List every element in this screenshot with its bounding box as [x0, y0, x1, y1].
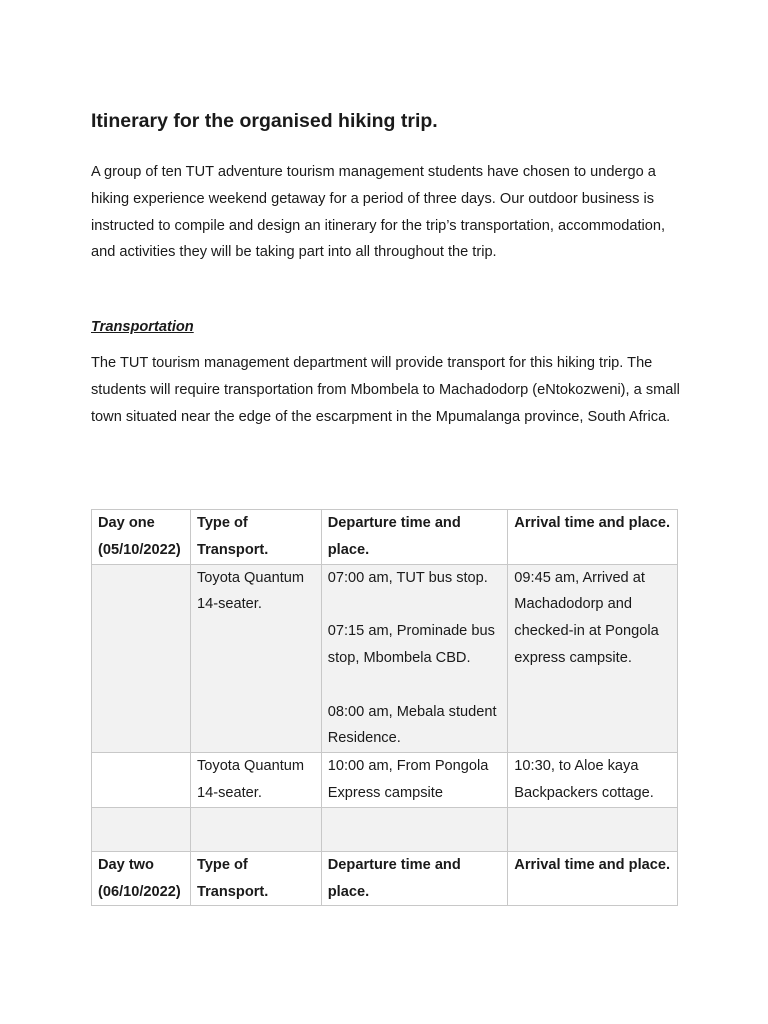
- departure-cell: 10:00 am, From Pongola Express campsite: [321, 753, 508, 808]
- arrival-header: Arrival time and place.: [508, 851, 678, 906]
- departure-spacer: [328, 591, 502, 618]
- empty-day-cell: [92, 753, 191, 808]
- day-two-date: (06/10/2022): [98, 883, 181, 900]
- day-two-label: Day two: [98, 856, 154, 873]
- empty-cell: [321, 807, 508, 851]
- departure-entry: 08:00 am, Mebala student Residence.: [327, 703, 497, 747]
- day-two-header-row: [92, 851, 678, 906]
- empty-day-cell: [92, 564, 191, 753]
- empty-cell: [92, 807, 191, 851]
- departure-spacer: [328, 672, 502, 699]
- day-one-date: (05/10/2022): [98, 541, 181, 558]
- table-row: [92, 564, 678, 753]
- document-title: Itinerary for the organised hiking trip.: [91, 110, 438, 132]
- transport-type-header: Type of Transport.: [190, 510, 321, 565]
- day-two-cell: [92, 851, 191, 906]
- itinerary-table: [91, 509, 678, 906]
- departure-cell: [321, 564, 508, 753]
- empty-table-row: [92, 807, 678, 851]
- arrival-cell: 10:30, to Aloe kaya Backpackers cottage.: [508, 753, 678, 808]
- day-one-label: Day one: [98, 515, 155, 531]
- departure-header: Departure time and place.: [321, 510, 508, 565]
- departure-header: Departure time and place.: [321, 851, 508, 906]
- day-one-header-row: [92, 510, 678, 565]
- transport-type-cell: Toyota Quantum 14-seater.: [190, 753, 321, 808]
- intro-paragraph: A group of ten TUT adventure tourism management students have chosen to undergo a hiking experience weekend getaway for a period of three days. Our outdoor business is instructed to compile and design an itinerary for the trip’s transportation, accommodation, and activities they will be taking part into all throughout the trip.: [91, 164, 666, 261]
- departure-entry: 07:00 am, TUT bus stop.: [327, 569, 488, 586]
- empty-cell: [190, 807, 321, 851]
- transport-type-header: Type of Transport.: [190, 851, 321, 906]
- arrival-cell: 09:45 am, Arrived at Machadodorp and checked-in at Pongola express campsite.: [508, 564, 678, 753]
- day-one-cell: [92, 510, 191, 565]
- transportation-heading: Transportation: [91, 319, 194, 335]
- arrival-header: Arrival time and place.: [508, 510, 678, 565]
- table-row: [92, 753, 678, 808]
- transportation-paragraph: The TUT tourism management department will provide transport for this hiking trip. The students will require transportation from Mbombela to Machadodorp (eNtokozweni), a small town situated near the edge of the escarpment in the Mpumalanga province, South Africa.: [91, 355, 680, 425]
- empty-cell: [508, 807, 678, 851]
- departure-entry: 07:15 am, Prominade bus stop, Mbombela CBD.: [327, 623, 495, 666]
- transport-type-cell: Toyota Quantum 14-seater.: [190, 564, 321, 753]
